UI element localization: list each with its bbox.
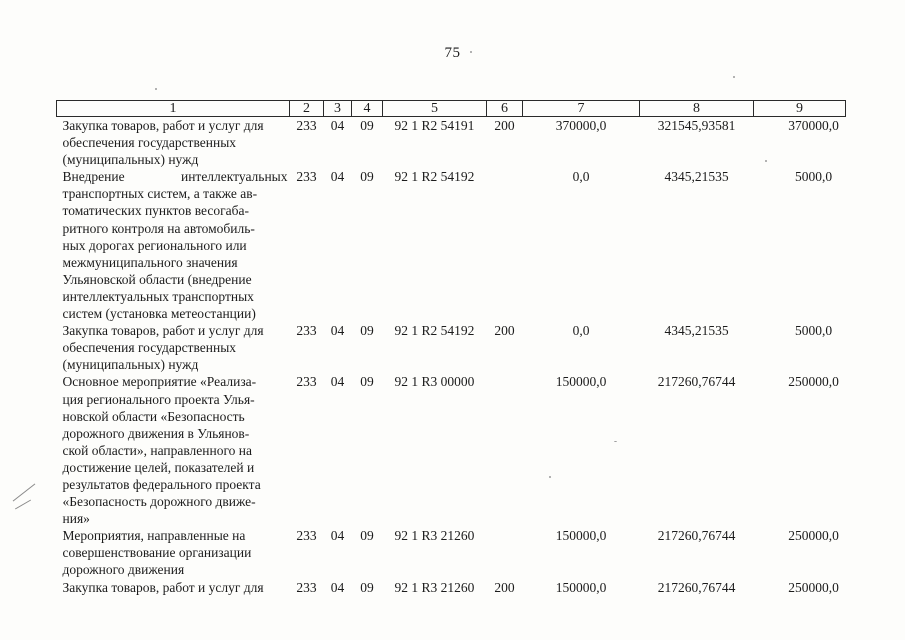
column-header-8: 8	[640, 101, 754, 117]
table-row	[57, 117, 846, 169]
amount-col7: 370000,0	[555, 118, 607, 133]
column-header-3: 3	[324, 101, 352, 117]
amount-col9: 250000,0	[788, 374, 839, 390]
amount-col8: 4345,21535	[664, 169, 729, 185]
amount-col7: 150000,0	[555, 528, 607, 544]
table-body	[57, 117, 846, 596]
table-header-row	[57, 101, 846, 117]
scan-speck	[765, 160, 767, 162]
column-header-4: 4	[352, 101, 383, 117]
code-expense-type	[487, 527, 523, 578]
code-admin: 233	[296, 323, 317, 339]
column-header-7: 7	[523, 101, 640, 117]
code-section: 04	[330, 323, 345, 339]
table-row	[57, 579, 846, 596]
amount-col7: 150000,0	[555, 579, 607, 595]
table-row	[57, 168, 846, 322]
code-section: 04	[330, 528, 345, 544]
code-target-article: 92 1 R3 21260	[394, 528, 475, 544]
table-row	[57, 527, 846, 578]
code-expense-type: 200	[494, 323, 515, 339]
code-admin: 233	[296, 579, 317, 595]
code-subsection: 09	[360, 169, 374, 185]
amount-col8: 217260,76744	[657, 579, 736, 595]
code-expense-type	[487, 168, 523, 322]
table-row	[57, 373, 846, 527]
row-description: Закупка товаров, работ и услуг для	[62, 579, 264, 595]
code-subsection: 09	[360, 579, 374, 595]
scan-speck	[614, 441, 617, 442]
code-section: 04	[330, 579, 345, 595]
column-header-9: 9	[754, 101, 846, 117]
code-expense-type: 200	[494, 579, 515, 595]
code-subsection: 09	[360, 323, 374, 339]
code-target-article: 92 1 R3 21260	[394, 579, 475, 595]
code-target-article: 92 1 R2 54192	[394, 169, 475, 185]
amount-col8: 321545,93581	[657, 118, 736, 133]
code-expense-type	[487, 373, 523, 527]
code-subsection: 09	[360, 528, 374, 544]
amount-col7: 0,0	[572, 169, 590, 185]
code-admin: 233	[296, 118, 317, 133]
code-section: 04	[330, 118, 345, 133]
scan-mark	[15, 500, 31, 510]
amount-col8: 4345,21535	[664, 323, 729, 339]
amount-col7: 150000,0	[555, 374, 607, 390]
code-target-article: 92 1 R2 54191	[394, 118, 475, 133]
row-description: Мероприятия, направленные на совершенствование организации дорожного движения	[62, 528, 252, 578]
column-header-1: 1	[57, 101, 290, 117]
code-section: 04	[330, 374, 345, 390]
row-description: Внедрение интеллектуальных транспортных систем, а также ав- томатических пунктов весогаба- ритного контроля на автомобиль- ных дорогах регионального или межмуниципального значения Ульяновской области (внедрение интеллектуальных транспортных систем (установка метеостанции)	[62, 169, 288, 322]
page-number: 75	[444, 45, 461, 61]
code-section: 04	[330, 169, 345, 185]
column-header-2: 2	[290, 101, 324, 117]
budget-table	[56, 100, 846, 596]
amount-col8: 217260,76744	[657, 528, 736, 544]
row-description: Закупка товаров, работ и услуг для обеспечения государственных (муниципальных) нужд	[62, 323, 264, 373]
code-target-article: 92 1 R3 00000	[394, 374, 475, 390]
code-admin: 233	[296, 528, 317, 544]
row-description: Основное мероприятие «Реализа- ция регионального проекта Улья- новской области «Безопасность дорожного движения в Ульянов- ской области», направленного на достижение целей, показателей и результатов федерального проекта «Безопасность дорожного движе- ния»	[62, 374, 261, 527]
column-header-5: 5	[383, 101, 487, 117]
column-header-6: 6	[487, 101, 523, 117]
amount-col9: 250000,0	[788, 528, 839, 544]
amount-col9: 250000,0	[788, 579, 839, 595]
scan-speck	[155, 88, 157, 90]
scan-mark	[13, 483, 36, 501]
code-target-article: 92 1 R2 54192	[394, 323, 475, 339]
row-description: Закупка товаров, работ и услуг для обеспечения государственных (муниципальных) нужд	[62, 118, 264, 168]
scan-speck	[470, 51, 472, 53]
code-admin: 233	[296, 169, 317, 185]
amount-col8: 217260,76744	[657, 374, 736, 390]
table-row	[57, 322, 846, 373]
code-expense-type: 200	[494, 118, 515, 133]
code-subsection: 09	[360, 374, 374, 390]
scan-speck	[733, 76, 735, 78]
scan-speck	[549, 476, 551, 478]
amount-col9: 5000,0	[794, 323, 833, 339]
code-subsection: 09	[360, 118, 374, 133]
code-admin: 233	[296, 374, 317, 390]
amount-col7: 0,0	[572, 323, 590, 339]
amount-col9: 370000,0	[788, 118, 839, 133]
amount-col9: 5000,0	[794, 169, 833, 185]
